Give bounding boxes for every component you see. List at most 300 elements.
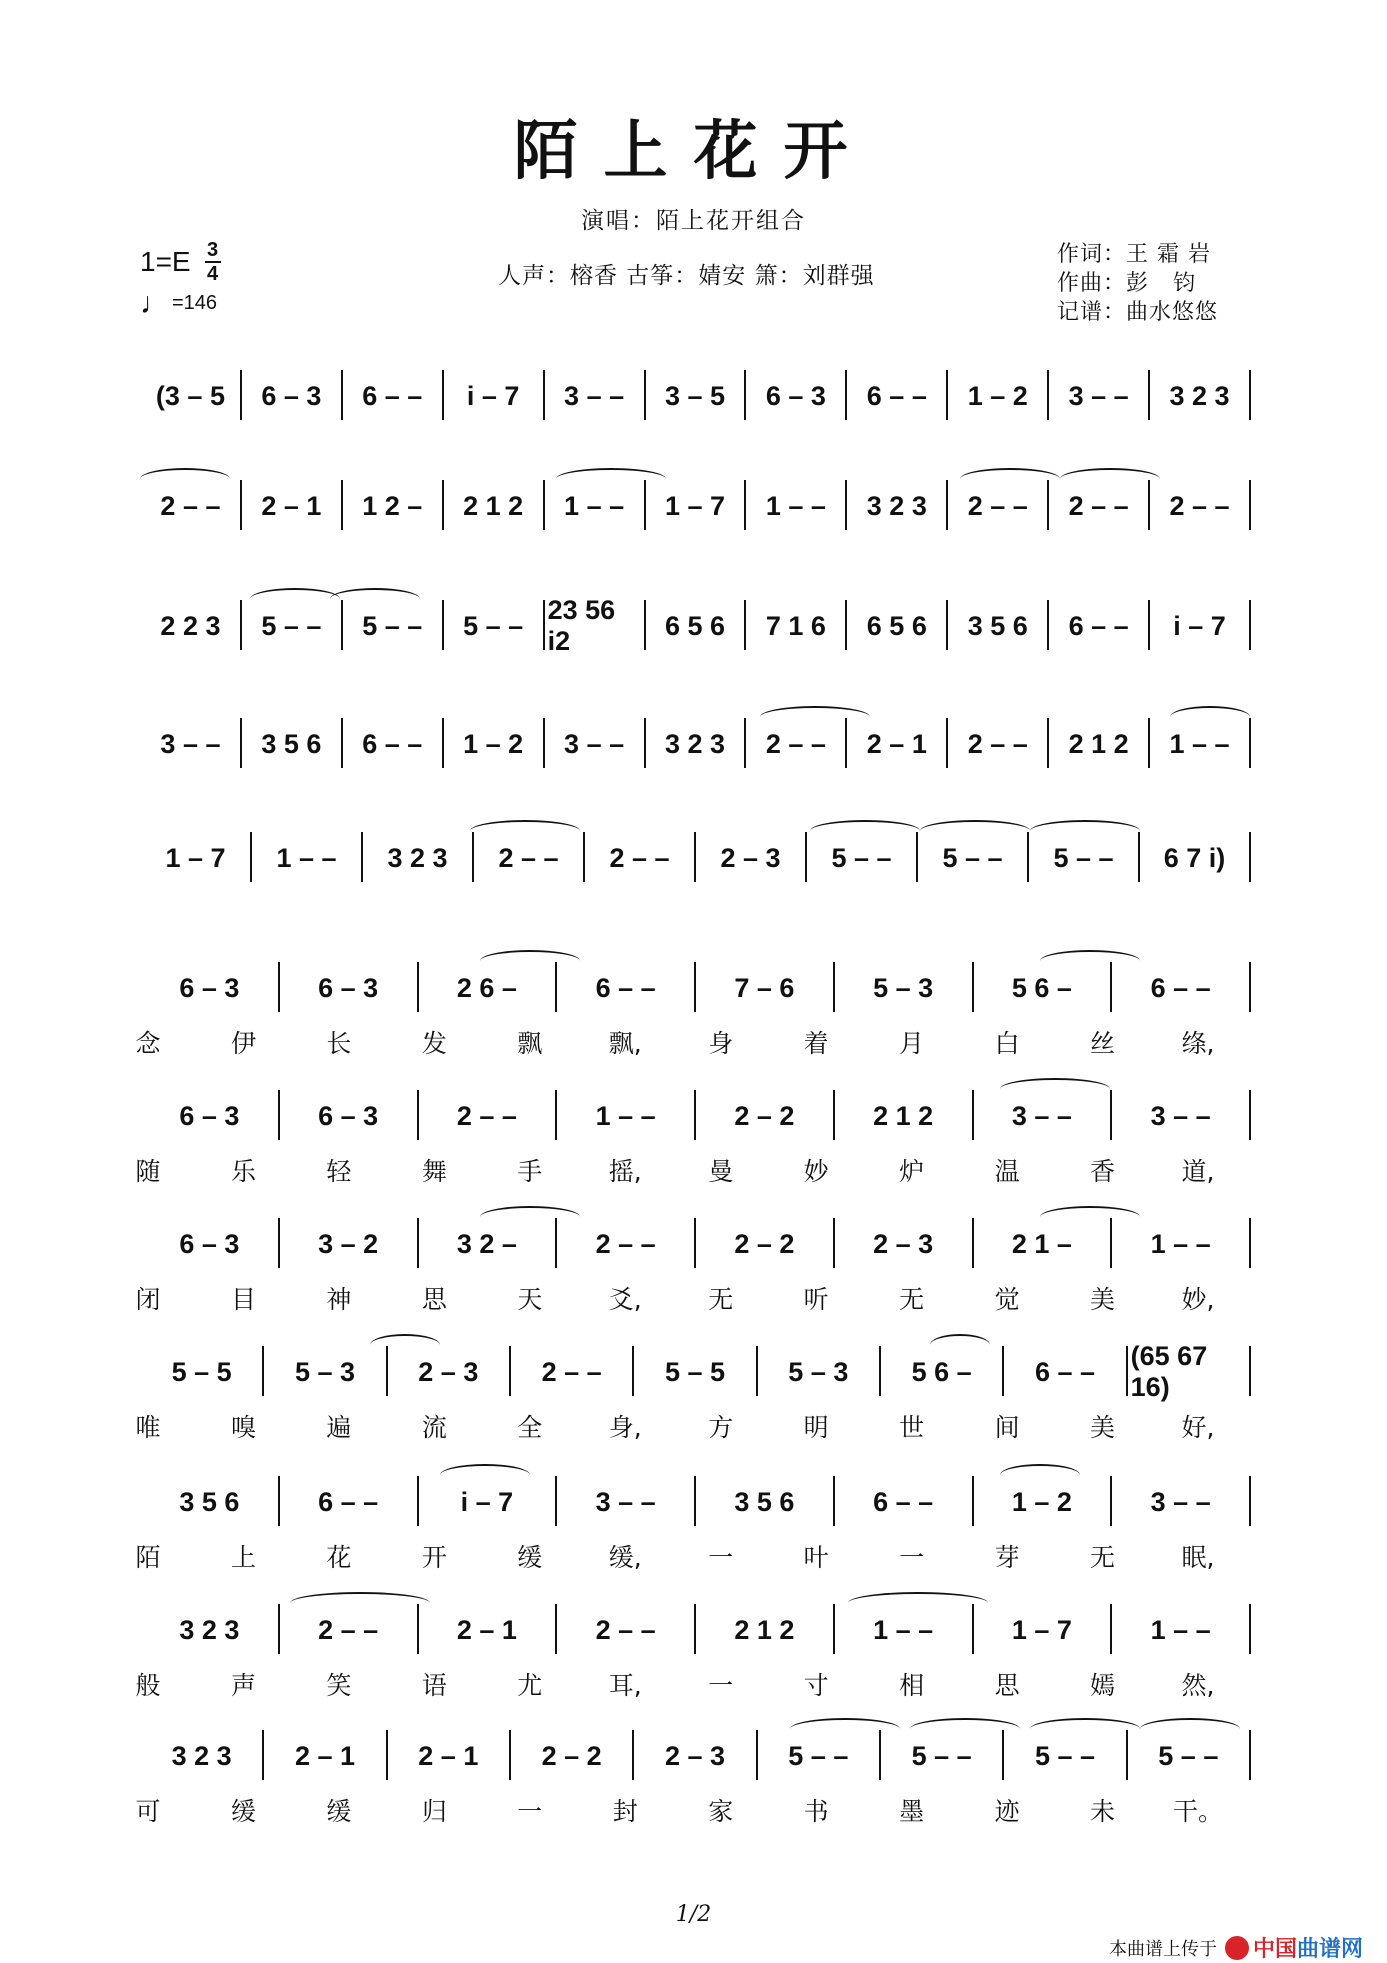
measure: 6 – 3 bbox=[318, 1100, 379, 1131]
lyric-char: 开 bbox=[421, 1543, 447, 1572]
footer-watermark bbox=[1109, 1932, 1363, 1963]
bar-line bbox=[644, 600, 646, 650]
measure: 3 – – bbox=[595, 1486, 656, 1517]
measure: 6 – – bbox=[866, 380, 927, 411]
measure: 3 5 6 bbox=[261, 728, 322, 759]
slur-mark bbox=[1030, 820, 1140, 842]
measure: 3 – – bbox=[564, 728, 625, 759]
measure: 1 – – bbox=[276, 842, 337, 873]
bar-line bbox=[1249, 1218, 1251, 1268]
bar-line bbox=[756, 1730, 758, 1780]
measure: 3 – 2 bbox=[318, 1228, 379, 1259]
lyric-char: 语 bbox=[421, 1671, 447, 1700]
measure: 5 – – bbox=[788, 1740, 849, 1771]
bar-line bbox=[694, 832, 696, 882]
bar-line bbox=[972, 1090, 974, 1140]
bar-line bbox=[341, 718, 343, 768]
bar-line bbox=[543, 480, 545, 530]
bar-line bbox=[632, 1346, 634, 1396]
lyric-char: 着 bbox=[803, 1029, 829, 1058]
measure: 6 – 3 bbox=[179, 1100, 240, 1131]
measure: 2 – – bbox=[160, 490, 221, 521]
lyric-char: 念 bbox=[135, 1029, 161, 1058]
lyric-char: 唯 bbox=[135, 1413, 161, 1442]
lyric-char: 缓, bbox=[608, 1543, 642, 1572]
bar-line bbox=[442, 480, 444, 530]
slur-mark bbox=[1000, 1078, 1110, 1100]
bar-line bbox=[417, 1218, 419, 1268]
bar-line bbox=[417, 962, 419, 1012]
lyric-char: 无 bbox=[708, 1285, 734, 1314]
lyric-char: 丝 bbox=[1090, 1029, 1116, 1058]
lyrics-line bbox=[135, 1408, 1250, 1442]
measure: 2 – 3 bbox=[418, 1356, 479, 1387]
bar-line bbox=[417, 1476, 419, 1526]
measure: 6 5 6 bbox=[664, 610, 726, 641]
bar-line bbox=[1110, 1604, 1112, 1654]
lyric-char: 花 bbox=[326, 1543, 352, 1572]
lyric-char: 美 bbox=[1090, 1413, 1116, 1442]
measure: 2 – – bbox=[456, 1100, 517, 1131]
bar-line bbox=[833, 962, 835, 1012]
measure: 2 – – bbox=[1068, 490, 1129, 521]
lyric-char: 妙 bbox=[803, 1157, 829, 1186]
slur-mark bbox=[930, 1334, 990, 1356]
measure: 2 – – bbox=[541, 1356, 602, 1387]
lyric-char: 声 bbox=[230, 1671, 256, 1700]
measure: 3 2 3 bbox=[1169, 380, 1230, 411]
measure: 23 56 i2 bbox=[547, 595, 616, 656]
bar-line bbox=[1110, 1476, 1112, 1526]
lyric-char: 世 bbox=[899, 1413, 925, 1442]
measure: 2 – – bbox=[967, 728, 1028, 759]
lyric-char: 舞 bbox=[421, 1157, 447, 1186]
measure: 7 – 6 bbox=[734, 972, 795, 1003]
bar-line bbox=[1148, 600, 1150, 650]
bar-line bbox=[1249, 480, 1251, 530]
instruments-line: 人声：榕香 古筝：婧安 箫：刘群强 bbox=[498, 263, 875, 289]
bar-line bbox=[1047, 370, 1049, 420]
lyric-char: 飘, bbox=[608, 1029, 642, 1058]
slur-mark bbox=[290, 1592, 430, 1614]
lyric-char: 遍 bbox=[326, 1413, 352, 1442]
slur-mark bbox=[1040, 950, 1140, 972]
lyric-char: 未 bbox=[1090, 1797, 1116, 1826]
measure: 1 – – bbox=[564, 490, 625, 521]
lyric-char: 耳, bbox=[608, 1671, 642, 1700]
lyric-char: 明 bbox=[803, 1413, 829, 1442]
measure: 7 1 6 bbox=[765, 610, 826, 641]
time-sig-bottom: 4 bbox=[207, 263, 219, 285]
bar-line bbox=[946, 370, 948, 420]
measure: 5 6 – bbox=[911, 1356, 972, 1387]
measure: 2 – 1 bbox=[418, 1740, 479, 1771]
lyric-char: 一 bbox=[517, 1797, 543, 1826]
bar-line bbox=[946, 480, 948, 530]
measure: 6 – – bbox=[362, 728, 423, 759]
bar-line bbox=[250, 832, 252, 882]
slur-mark bbox=[1060, 468, 1160, 490]
composer-credit: 作曲：彭 钧 bbox=[1057, 271, 1196, 296]
slur-mark bbox=[1140, 1718, 1240, 1740]
lyric-char: 曼 bbox=[708, 1157, 734, 1186]
time-sig-top: 3 bbox=[207, 239, 219, 261]
lyric-char: 摇, bbox=[608, 1157, 642, 1186]
bar-line bbox=[1148, 370, 1150, 420]
measure: 3 5 6 bbox=[734, 1486, 795, 1517]
lyrics-line bbox=[135, 1666, 1250, 1700]
bar-line bbox=[946, 718, 948, 768]
lyric-char: 思 bbox=[994, 1671, 1020, 1700]
measure: 2 – – bbox=[595, 1228, 656, 1259]
bar-line bbox=[744, 480, 746, 530]
bar-line bbox=[644, 370, 646, 420]
bar-line bbox=[744, 718, 746, 768]
measure: 3 – – bbox=[1068, 380, 1129, 411]
measure: 2 – 2 bbox=[541, 1740, 602, 1771]
key-label: 1=E bbox=[140, 246, 191, 277]
lyric-char: 眠, bbox=[1181, 1543, 1215, 1572]
bar-line bbox=[583, 832, 585, 882]
measure: 3 2 3 bbox=[171, 1740, 232, 1771]
measure: 5 – – bbox=[463, 610, 524, 641]
lyric-char: 芽 bbox=[994, 1543, 1020, 1572]
measure: 3 2 3 bbox=[866, 490, 927, 521]
lyric-char: 上 bbox=[230, 1543, 256, 1572]
slur-mark bbox=[480, 950, 580, 972]
measure: 2 – 1 bbox=[456, 1614, 517, 1645]
bar-line bbox=[1047, 718, 1049, 768]
measure: 2 – – bbox=[1169, 490, 1230, 521]
measure: 1 – 7 bbox=[165, 842, 226, 873]
measure: 1 – – bbox=[1169, 728, 1230, 759]
measure: 6 – 3 bbox=[261, 380, 322, 411]
slur-mark bbox=[440, 1464, 530, 1486]
measure: 1 2 – bbox=[362, 490, 423, 521]
measure: 5 – 5 bbox=[664, 1356, 726, 1387]
lyric-char: 炉 bbox=[899, 1157, 925, 1186]
bar-line bbox=[694, 1090, 696, 1140]
site-logo bbox=[1225, 1932, 1363, 1963]
lyric-char: 流 bbox=[421, 1413, 447, 1442]
measure: 2 – – bbox=[318, 1614, 379, 1645]
bar-line bbox=[946, 600, 948, 650]
bar-line bbox=[1249, 600, 1251, 650]
measure: 3 – 5 bbox=[664, 380, 726, 411]
lyric-char: 好, bbox=[1181, 1413, 1215, 1442]
slur-mark bbox=[920, 820, 1030, 842]
bar-line bbox=[845, 600, 847, 650]
bar-line bbox=[262, 1346, 264, 1396]
lyric-char: 轻 bbox=[326, 1157, 352, 1186]
measure: i – 7 bbox=[466, 380, 520, 411]
measure: 5 – – bbox=[942, 842, 1003, 873]
bar-line bbox=[417, 1090, 419, 1140]
measure: 2 1 2 bbox=[1068, 728, 1129, 759]
measure: 6 – – bbox=[1068, 610, 1129, 641]
lyric-char: 嫣 bbox=[1090, 1671, 1116, 1700]
bar-line bbox=[555, 1476, 557, 1526]
lyric-char: 神 bbox=[326, 1285, 352, 1314]
measure: 2 – – bbox=[498, 842, 559, 873]
lyric-char: 绦, bbox=[1181, 1029, 1215, 1058]
measure: 3 – – bbox=[1011, 1100, 1072, 1131]
bar-line bbox=[1249, 1346, 1251, 1396]
bar-line bbox=[555, 1090, 557, 1140]
bar-line bbox=[694, 1218, 696, 1268]
transcriber-credit: 记谱：曲水悠悠 bbox=[1057, 300, 1219, 325]
slur-mark bbox=[1000, 1464, 1080, 1486]
bar-line bbox=[972, 1218, 974, 1268]
lyric-char: 可 bbox=[135, 1797, 161, 1826]
bar-line bbox=[845, 370, 847, 420]
bar-line bbox=[1110, 1090, 1112, 1140]
notation-row bbox=[140, 1341, 1250, 1402]
measure: 5 – – bbox=[1034, 1740, 1096, 1771]
bar-line bbox=[632, 1730, 634, 1780]
lyric-char: 叶 bbox=[803, 1543, 829, 1572]
measure: 6 – – bbox=[1034, 1356, 1096, 1387]
measure: 1 – – bbox=[1150, 1614, 1211, 1645]
measure: 6 – – bbox=[873, 1486, 934, 1517]
key-signature bbox=[140, 240, 221, 284]
bar-line bbox=[278, 1604, 280, 1654]
bar-line bbox=[833, 1090, 835, 1140]
lyric-char: 目 bbox=[230, 1285, 256, 1314]
bar-line bbox=[240, 370, 242, 420]
lyric-char: 乐 bbox=[230, 1157, 256, 1186]
measure: 6 7 i) bbox=[1163, 842, 1226, 873]
time-signature bbox=[205, 240, 221, 284]
bar-line bbox=[543, 718, 545, 768]
lyric-char: 月 bbox=[899, 1029, 925, 1058]
lyric-char: 家 bbox=[708, 1797, 734, 1826]
measure: 6 – – bbox=[318, 1486, 379, 1517]
slur-mark bbox=[556, 468, 666, 490]
lyric-char: 笑 bbox=[326, 1671, 352, 1700]
bar-line bbox=[972, 1476, 974, 1526]
measure: 2 6 – bbox=[456, 972, 517, 1003]
bar-line bbox=[1249, 962, 1251, 1012]
lyric-char: 书 bbox=[803, 1797, 829, 1826]
lyric-char: 一 bbox=[708, 1671, 734, 1700]
lyric-char: 发 bbox=[421, 1029, 447, 1058]
measure: 2 – 3 bbox=[873, 1228, 934, 1259]
bar-line bbox=[442, 718, 444, 768]
lyric-char: 般 bbox=[135, 1671, 161, 1700]
notation-row bbox=[140, 718, 1250, 762]
slur-mark bbox=[250, 588, 340, 610]
lyric-char: 白 bbox=[994, 1029, 1020, 1058]
bar-line bbox=[1148, 718, 1150, 768]
bar-line bbox=[442, 370, 444, 420]
lyric-char: 觉 bbox=[994, 1285, 1020, 1314]
lyric-char: 寸 bbox=[803, 1671, 829, 1700]
bar-line bbox=[278, 1090, 280, 1140]
measure: 2 1 2 bbox=[463, 490, 524, 521]
measure: 1 – 2 bbox=[967, 380, 1028, 411]
tempo-value: =146 bbox=[172, 292, 218, 314]
measure: 2 – 2 bbox=[734, 1228, 795, 1259]
slur-mark bbox=[470, 820, 580, 842]
lyric-char: 然, bbox=[1181, 1671, 1215, 1700]
measure: 2 – 1 bbox=[261, 490, 322, 521]
bar-line bbox=[543, 600, 545, 650]
bar-line bbox=[1249, 1090, 1251, 1140]
logo-qp: 曲谱网 bbox=[1296, 1937, 1363, 1962]
lyrics-line bbox=[135, 1792, 1250, 1826]
measure: 2 – – bbox=[765, 728, 826, 759]
lyric-char: 闭 bbox=[135, 1285, 161, 1314]
measure: 1 – 7 bbox=[664, 490, 726, 521]
measure: 1 – 2 bbox=[463, 728, 524, 759]
lyric-char: 随 bbox=[135, 1157, 161, 1186]
measure: 3 2 3 bbox=[179, 1614, 240, 1645]
lyric-char: 温 bbox=[994, 1157, 1020, 1186]
slur-mark bbox=[810, 820, 920, 842]
bar-line bbox=[805, 832, 807, 882]
bar-line bbox=[262, 1730, 264, 1780]
bar-line bbox=[341, 370, 343, 420]
footer-text: 本曲谱上传于 bbox=[1108, 1938, 1217, 1960]
bar-line bbox=[972, 962, 974, 1012]
measure: 2 – 1 bbox=[294, 1740, 356, 1771]
bar-line bbox=[756, 1346, 758, 1396]
measure: 1 – – bbox=[765, 490, 826, 521]
bar-line bbox=[1126, 1346, 1128, 1396]
lyric-char: 方 bbox=[708, 1413, 734, 1442]
measure: 5 – 3 bbox=[788, 1356, 849, 1387]
measure: 2 – 1 bbox=[866, 728, 927, 759]
bar-line bbox=[555, 1604, 557, 1654]
measure: 5 – – bbox=[1053, 842, 1114, 873]
bar-line bbox=[442, 600, 444, 650]
measure: 2 1 2 bbox=[734, 1614, 795, 1645]
bar-line bbox=[694, 1604, 696, 1654]
measure: 5 – – bbox=[362, 610, 423, 641]
measure: 6 – 3 bbox=[765, 380, 826, 411]
bar-line bbox=[833, 1604, 835, 1654]
measure: 6 – – bbox=[595, 972, 656, 1003]
measure: 1 – – bbox=[873, 1614, 934, 1645]
measure: 3 2 – bbox=[456, 1228, 517, 1259]
slur-mark bbox=[760, 706, 870, 728]
bar-line bbox=[1249, 1730, 1251, 1780]
lyric-char: 缓 bbox=[230, 1797, 256, 1826]
lyric-char: 伊 bbox=[230, 1029, 256, 1058]
measure: i – 7 bbox=[460, 1486, 514, 1517]
measure: 3 5 6 bbox=[179, 1486, 240, 1517]
notation-row bbox=[140, 370, 1250, 414]
bar-line bbox=[845, 480, 847, 530]
measure: 1 – 2 bbox=[1011, 1486, 1072, 1517]
logo-mark-icon bbox=[1225, 1936, 1249, 1960]
quarter-note-icon: ♩ bbox=[140, 286, 170, 320]
lyric-char: 无 bbox=[899, 1285, 925, 1314]
slur-mark bbox=[848, 1592, 988, 1614]
slur-mark bbox=[330, 588, 420, 610]
measure: 2 1 – bbox=[1011, 1228, 1072, 1259]
measure: 2 – 3 bbox=[664, 1740, 726, 1771]
bar-line bbox=[278, 1476, 280, 1526]
lyric-char: 一 bbox=[708, 1543, 734, 1572]
measure: 5 – 3 bbox=[294, 1356, 356, 1387]
lyricist-credit: 作词：王 霜 岩 bbox=[1057, 242, 1211, 267]
bar-line bbox=[278, 1218, 280, 1268]
slur-mark bbox=[790, 1718, 900, 1740]
slur-mark bbox=[910, 1718, 1020, 1740]
measure: 3 – – bbox=[1150, 1486, 1211, 1517]
bar-line bbox=[644, 718, 646, 768]
lyric-char: 干。 bbox=[1172, 1797, 1224, 1826]
bar-line bbox=[509, 1346, 511, 1396]
measure: 2 – – bbox=[967, 490, 1028, 521]
measure: 1 – 7 bbox=[1011, 1614, 1072, 1645]
lyric-char: 飘 bbox=[517, 1029, 543, 1058]
measure: 2 1 2 bbox=[873, 1100, 934, 1131]
lyrics-line bbox=[135, 1280, 1250, 1314]
lyric-char: 美 bbox=[1090, 1285, 1116, 1314]
performer-line: 演唱：陌上花开组合 bbox=[581, 208, 806, 234]
lyric-char: 迹 bbox=[994, 1797, 1020, 1826]
lyric-char: 嗅 bbox=[230, 1413, 256, 1442]
measure: 2 2 3 bbox=[160, 610, 221, 641]
lyric-char: 妙, bbox=[1181, 1285, 1215, 1314]
measure: 3 2 3 bbox=[664, 728, 726, 759]
bar-line bbox=[341, 480, 343, 530]
lyric-char: 缓 bbox=[326, 1797, 352, 1826]
bar-line bbox=[386, 1730, 388, 1780]
lyric-char: 一 bbox=[899, 1543, 925, 1572]
bar-line bbox=[1249, 832, 1251, 882]
bar-line bbox=[694, 1476, 696, 1526]
bar-line bbox=[833, 1476, 835, 1526]
measure: 6 – – bbox=[1150, 972, 1211, 1003]
measure: 6 – – bbox=[362, 380, 423, 411]
measure: 5 6 – bbox=[1011, 972, 1072, 1003]
lyric-char: 道, bbox=[1181, 1157, 1215, 1186]
measure: 6 – 3 bbox=[318, 972, 379, 1003]
page-number: 1/2 bbox=[675, 1902, 712, 1927]
tempo-marking bbox=[140, 286, 218, 320]
bar-line bbox=[1249, 1476, 1251, 1526]
bar-line bbox=[833, 1218, 835, 1268]
lyric-char: 思 bbox=[421, 1285, 447, 1314]
lyric-char: 墨 bbox=[899, 1797, 925, 1826]
measure: (65 67 16) bbox=[1130, 1341, 1208, 1402]
measure: 6 – 3 bbox=[179, 972, 240, 1003]
measure: 3 2 3 bbox=[387, 842, 448, 873]
measure: 5 – 5 bbox=[171, 1356, 232, 1387]
score-title: 陌上花开 bbox=[513, 114, 874, 189]
lyric-char: 爻, bbox=[608, 1285, 642, 1314]
notation-row bbox=[140, 1476, 1250, 1520]
measure: 3 5 6 bbox=[967, 610, 1028, 641]
measure: 5 – 3 bbox=[873, 972, 934, 1003]
measure: 1 – – bbox=[595, 1100, 656, 1131]
lyric-char: 尤 bbox=[517, 1671, 543, 1700]
bar-line bbox=[278, 962, 280, 1012]
bar-line bbox=[1047, 600, 1049, 650]
measure: 6 – 3 bbox=[179, 1228, 240, 1259]
lyrics-line bbox=[135, 1024, 1250, 1058]
measure: 2 – 3 bbox=[720, 842, 781, 873]
bar-line bbox=[744, 370, 746, 420]
bar-line bbox=[1249, 1604, 1251, 1654]
bar-line bbox=[509, 1730, 511, 1780]
credits-block bbox=[1057, 240, 1218, 327]
lyric-char: 听 bbox=[803, 1285, 829, 1314]
